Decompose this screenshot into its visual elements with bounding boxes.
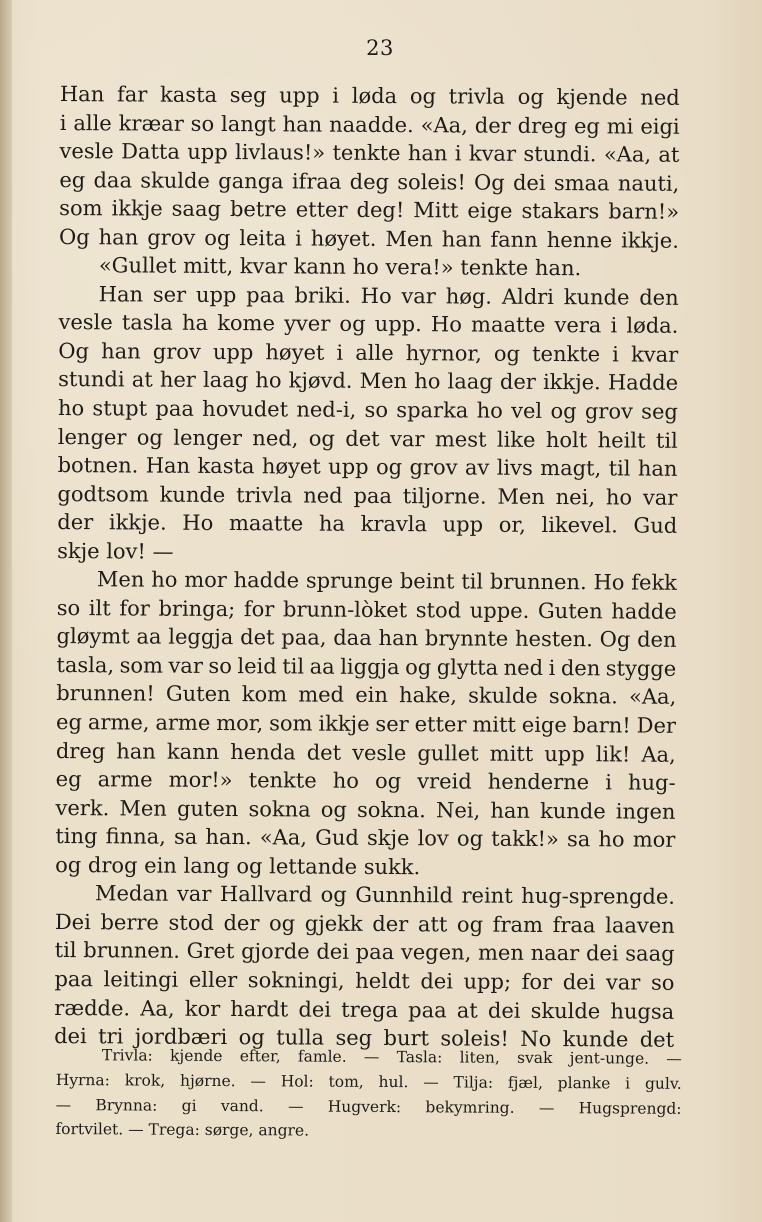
text-line: i alle kræar so langt han naadde. «Aa, der dreg eg mi eigi: [59, 110, 680, 139]
text-line: tasla, som var so leid til aa liggja og glytta ned i den stygge: [56, 652, 677, 681]
text-line: dreg han kann henda det vesle gullet mitt upp lik! Aa,: [55, 738, 676, 767]
text-line: som ikkje saag betre etter deg! Mitt eige stakars barn!»: [59, 196, 680, 224]
page-spine-edge: [0, 0, 12, 1222]
text-line: botnen. Han kasta høyet upp og grov av livs magt, til han: [57, 453, 678, 481]
footnote-line: fortvilet. — Trega: sørge, angre.: [55, 1120, 310, 1140]
page-number: 23: [366, 36, 394, 60]
text-line: gløymt aa leggja det paa, daa han brynnte hesten. Og den: [56, 624, 677, 653]
text-line: paa leitingi eller sokningi, heldt dei upp; for dei var so: [54, 966, 675, 995]
text-line: Han far kasta seg upp i løda og trivla og kjende ned: [59, 81, 680, 110]
text-line: skje lov! —: [57, 538, 174, 564]
text-line: so ilt for bringa; for brunn-lòket stod uppe. Guten hadde: [56, 595, 677, 624]
text-line: vesle Datta upp livlaus!» tenkte han i kvar stundi. «Aa, at: [59, 139, 680, 167]
text-line: dei tri jordbæri og tulla seg burt soleis! No kunde det: [54, 1024, 675, 1052]
text-line: og drog ein lang og lettande sukk.: [55, 852, 421, 879]
text-line: stundi at her laag ho kjøvd. Men ho laag der ikkje. Hadde: [58, 367, 679, 396]
text-line: Han ser upp paa briki. Ho var høg. Aldri kunde den: [98, 282, 679, 310]
text-line: godtsom kunde trivla ned paa tiljorne. Men nei, ho var: [57, 481, 678, 510]
text-line: eg arme mor!» tenkte ho og vreid henderne i hug-: [55, 767, 676, 795]
footnotes: [55, 1043, 682, 1146]
text-line: «Gullet mitt, kvar kann ho vera!» tenkte han.: [98, 253, 582, 281]
footnote-line: Trivla: kjende efter, famle. — Tasla: liten, svak jent-unge. —: [101, 1046, 682, 1068]
text-line: ting finna, sa han. «Aa, Gud skje lov og takk!» sa ho mor: [55, 824, 676, 852]
text-line: til brunnen. Gret gjorde dei paa vegen, men naar dei saag: [54, 938, 675, 967]
text-line: vesle tasla ha kome yver og upp. Ho maatte vera i løda.: [58, 310, 679, 339]
main-text: [54, 80, 680, 1054]
text-line: der ikkje. Ho maatte ha kravla upp or, likevel. Gud: [57, 510, 678, 538]
text-line: Og han grov upp høyet i alle hyrnor, og tenkte i kvar: [58, 338, 679, 367]
text-line: eg daa skulde ganga ifraa deg soleis! Og dei smaa nauti,: [59, 167, 680, 196]
text-line: ho stupt paa hovudet ned-i, so sparka ho vel og grov seg: [57, 396, 678, 424]
text-line: verk. Men guten sokna og sokna. Nei, han kunde ingen: [55, 795, 676, 824]
text-line: Dei berre stod der og gjekk der att og fram fraa laaven: [54, 909, 675, 938]
text-line: lenger og lenger ned, og det var mest like holt heilt til: [57, 424, 678, 453]
footnote-line: — Brynna: gi vand. — Hugverk: bekymring. — Hugsprengd:: [55, 1095, 682, 1118]
text-line: brunnen! Guten kom med ein hake, skulde sokna. «Aa,: [56, 681, 677, 710]
text-line: Og han grov og leita i høyet. Men han fann henne ikkje.: [58, 224, 680, 253]
text-line: rædde. Aa, kor hardt dei trega paa at dei skulde hugsa: [54, 995, 675, 1024]
text-line: Men ho mor hadde sprunge beint til brunnen. Ho fekk: [96, 567, 678, 596]
text-line: eg arme, arme mor, som ikkje ser etter mitt eige barn! Der: [56, 710, 677, 738]
text-line: Medan var Hallvard og Gunnhild reint hug-sprengde.: [94, 881, 676, 910]
footnote-line: Hyrna: krok, hjørne. — Hol: tom, hul. — Tilja: fjæl, planke i gulv.: [55, 1070, 682, 1093]
